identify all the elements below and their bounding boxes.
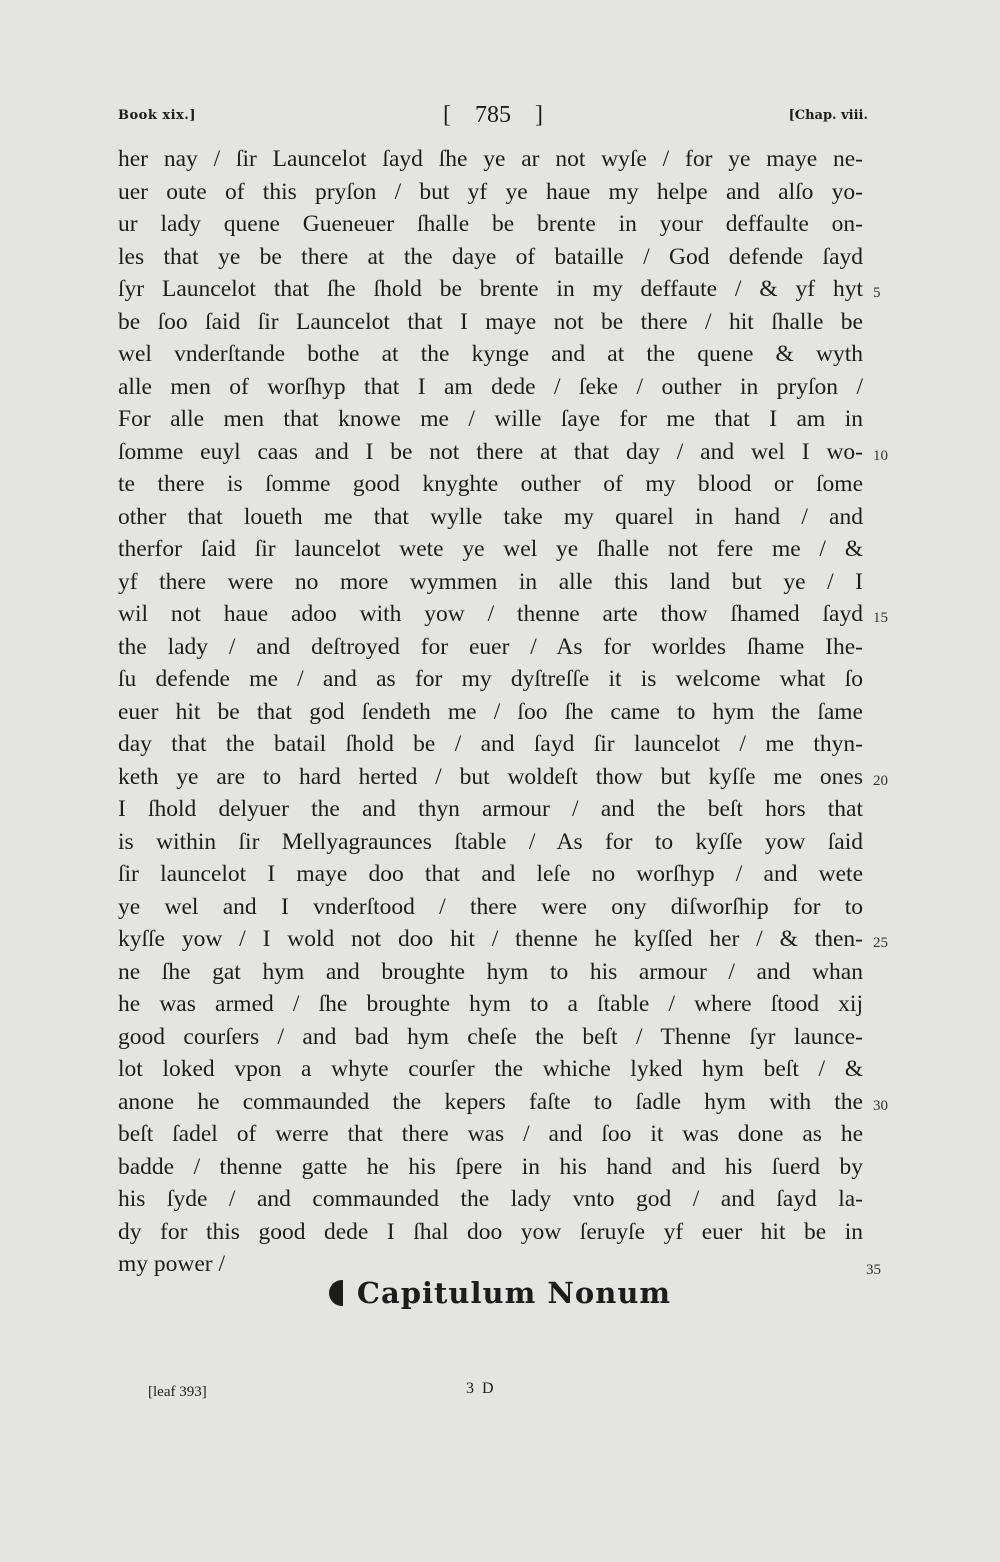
- line-text: my power /: [118, 1251, 226, 1277]
- text-line: [118, 923, 888, 956]
- text-line: [118, 891, 863, 924]
- line-text: day that the batail ſhold be / and ſayd ſir launcelot / me thyn-: [118, 731, 863, 757]
- line-text: kyſſe yow / I wold not doo hit / thenne he kyſſed her / & then-: [118, 926, 863, 952]
- text-line: [118, 988, 863, 1021]
- text-line: [118, 566, 863, 599]
- text-line: [118, 436, 888, 469]
- line-text: anone he commaunded the kepers faſte to ſadle hym with the: [118, 1088, 863, 1115]
- text-line: [118, 241, 863, 274]
- leaf-reference: [leaf 393]: [148, 1384, 207, 1400]
- text-line: [118, 306, 863, 339]
- chapter-heading-text: Capitulum Nonum: [356, 1276, 672, 1310]
- line-text: ſyr Launcelot that ſhe ſhold be brente in my deffaute / & yf hyt: [118, 276, 863, 302]
- text-line: [118, 761, 888, 794]
- line-text: ur lady quene Gueneuer ſhalle be brente in your deffaulte on-: [118, 211, 863, 237]
- line-text: les that ye be there at the daye of bataille / God defende ſayd: [118, 243, 863, 270]
- text-line: [118, 273, 881, 306]
- text-line: [118, 1086, 888, 1119]
- line-text: ſomme euyl caas and I be not there at that day / and wel I wo-: [118, 438, 863, 465]
- chapter-heading: [0, 1276, 1000, 1310]
- line-number: 30: [873, 1097, 888, 1114]
- line-text: ne ſhe gat hym and broughte hym to his armour / and whan: [118, 958, 863, 985]
- chapter-label: [Chap. viii.: [788, 108, 868, 123]
- text-line: [118, 403, 863, 436]
- text-line: [118, 956, 863, 989]
- text-line: [118, 143, 863, 176]
- text-line: [118, 338, 863, 371]
- text-line: [118, 1183, 863, 1216]
- line-text: I ſhold delyuer the and thyn armour / and the beſt hors that: [118, 796, 863, 822]
- text-line: [118, 1021, 863, 1054]
- signature-mark: 3 D: [466, 1380, 496, 1397]
- text-line: [118, 728, 863, 761]
- text-line: [118, 176, 863, 209]
- line-number: 15: [873, 610, 888, 626]
- text-line: [118, 696, 863, 729]
- line-text: wel vnderſtande bothe at the kynge and at the quene & wyth: [118, 341, 863, 367]
- text-line: [118, 858, 863, 891]
- line-text: keth ye are to hard herted / but woldeſt thow but kyſſe me ones: [118, 763, 863, 790]
- line-text: good courſers / and bad hym cheſe the beſt / Thenne ſyr launce-: [118, 1023, 863, 1050]
- page-number: [ 785 ]: [443, 102, 543, 128]
- line-text: yf there were no more wymmen in alle this land but ye / I: [118, 568, 863, 595]
- text-line: [118, 208, 863, 241]
- line-number: 10: [873, 447, 888, 464]
- paragraph-mark-icon: [329, 1280, 343, 1306]
- line-text: he was armed / ſhe broughte hym to a ſtable / where ſtood xij: [118, 991, 863, 1017]
- line-text: beſt ſadel of werre that there was / and ſoo it was done as he: [118, 1121, 863, 1147]
- text-line: [118, 793, 863, 826]
- line-number: 25: [873, 935, 888, 951]
- line-text: her nay / ſir Launcelot ſayd ſhe ye ar not wyſe / for ye maye ne-: [118, 146, 863, 172]
- text-line: [118, 533, 863, 566]
- text-line: [118, 468, 863, 501]
- text-line: [118, 826, 863, 859]
- text-line: [118, 1151, 863, 1184]
- text-line: [118, 1118, 863, 1151]
- line-text: lot loked vpon a whyte courſer the whiche lyked hym beſt / &: [118, 1056, 863, 1082]
- line-text: be ſoo ſaid ſir Launcelot that I maye not be there / hit ſhalle be: [118, 308, 863, 335]
- line-text: badde / thenne gatte he his ſpere in his hand and his ſuerd by: [118, 1153, 863, 1180]
- line-text: is within ſir Mellyagraunces ſtable / As for to kyſſe yow ſaid: [118, 828, 863, 855]
- line-text: For alle men that knowe me / wille ſaye for me that I am in: [118, 406, 863, 432]
- line-text: his ſyde / and commaunded the lady vnto god / and ſayd la-: [118, 1186, 863, 1212]
- line-number: 5: [873, 285, 881, 301]
- text-line: [118, 1053, 863, 1086]
- text-line: [118, 371, 863, 404]
- line-text: alle men of worſhyp that I am dede / ſeke / outher in pryſon /: [118, 373, 863, 400]
- line-number: 20: [873, 772, 888, 789]
- text-line: [118, 663, 863, 696]
- running-head: [118, 102, 868, 132]
- line-text: te there is ſomme good knyghte outher of my blood or ſome: [118, 471, 863, 497]
- line-text: euer hit be that god ſendeth me / ſoo ſhe came to hym the ſame: [118, 698, 863, 725]
- line-text: other that loueth me that wylle take my quarel in hand / and: [118, 503, 863, 530]
- line-text: ſir launcelot I maye doo that and leſe no worſhyp / and wete: [118, 861, 863, 887]
- text-line: [118, 598, 888, 631]
- line-text: ye wel and I vnderſtood / there were ony diſworſhip for to: [118, 893, 863, 920]
- line-text: therfor ſaid ſir launcelot wete ye wel ye ſhalle not fere me / &: [118, 536, 863, 562]
- line-text: uer oute of this pryſon / but yf ye haue my helpe and alſo yo-: [118, 178, 863, 205]
- text-line: [118, 631, 863, 664]
- line-text: ſu defende me / and as for my dyſtreſſe it is welcome what ſo: [118, 666, 863, 692]
- line-text: dy for this good dede I ſhal doo yow ſeruyſe yf euer hit be in: [118, 1218, 863, 1245]
- book-label: Book xix.]: [118, 108, 196, 123]
- line-number-35: 35: [866, 1262, 881, 1278]
- text-line: [118, 501, 863, 534]
- line-text: wil not haue adoo with yow / thenne arte thow ſhamed ſayd: [118, 601, 863, 627]
- text-line: [118, 1216, 863, 1249]
- line-text: the lady / and deſtroyed for euer / As for worldes ſhame Ihe-: [118, 633, 863, 660]
